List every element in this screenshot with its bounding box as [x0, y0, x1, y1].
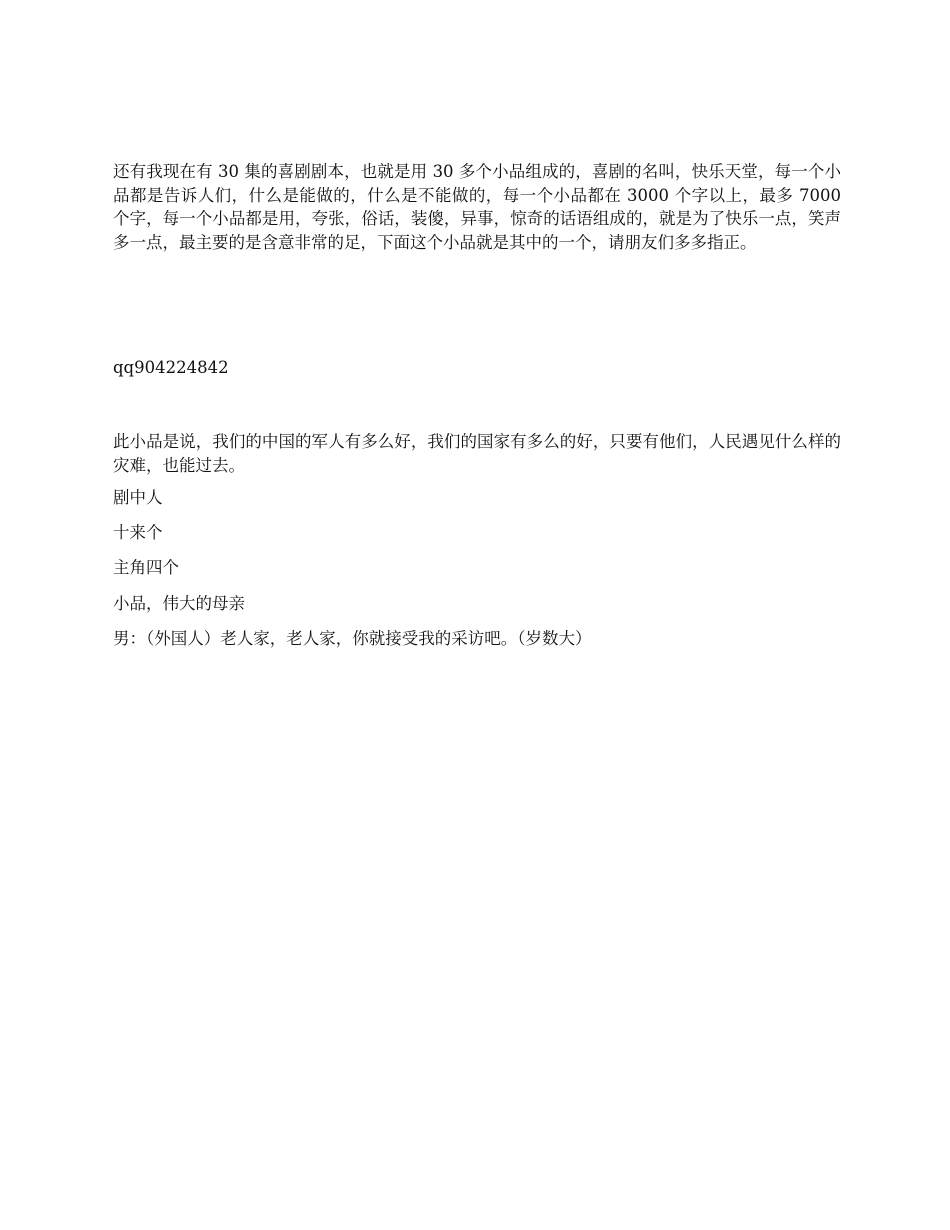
- dialogue-line: 男：（外国人）老人家，老人家，你就接受我的采访吧。（岁数大）: [113, 629, 592, 648]
- summary-paragraph: 此小品是说，我们的中国的军人有多么好，我们的国家有多么的好，只要有他们，人民遇见什么样的灾难，也能过去。: [113, 432, 841, 475]
- contact-qq: qq904224842: [113, 358, 229, 377]
- cast-heading: 剧中人: [113, 488, 163, 507]
- cast-count: 十来个: [113, 523, 163, 542]
- intro-paragraph: 还有我现在有 30 集的喜剧剧本，也就是用 30 多个小品组成的，喜剧的名叫，快乐天堂，每一个小品都是告诉人们，什么是能做的，什么是不能做的，每一个小品都在 3000 个字以上，最多 7000 个字，每一个小品都是用，夸张，俗话，装傻，异事，惊奇的话语组成的，就是为了快乐一点，笑声多一点，最主要的是含意非常的足，下面这个小品就是其中的一个，请朋友们多多指正。: [113, 162, 841, 252]
- sketch-title: 小品，伟大的母亲: [113, 594, 245, 613]
- leads-count: 主角四个: [113, 558, 179, 577]
